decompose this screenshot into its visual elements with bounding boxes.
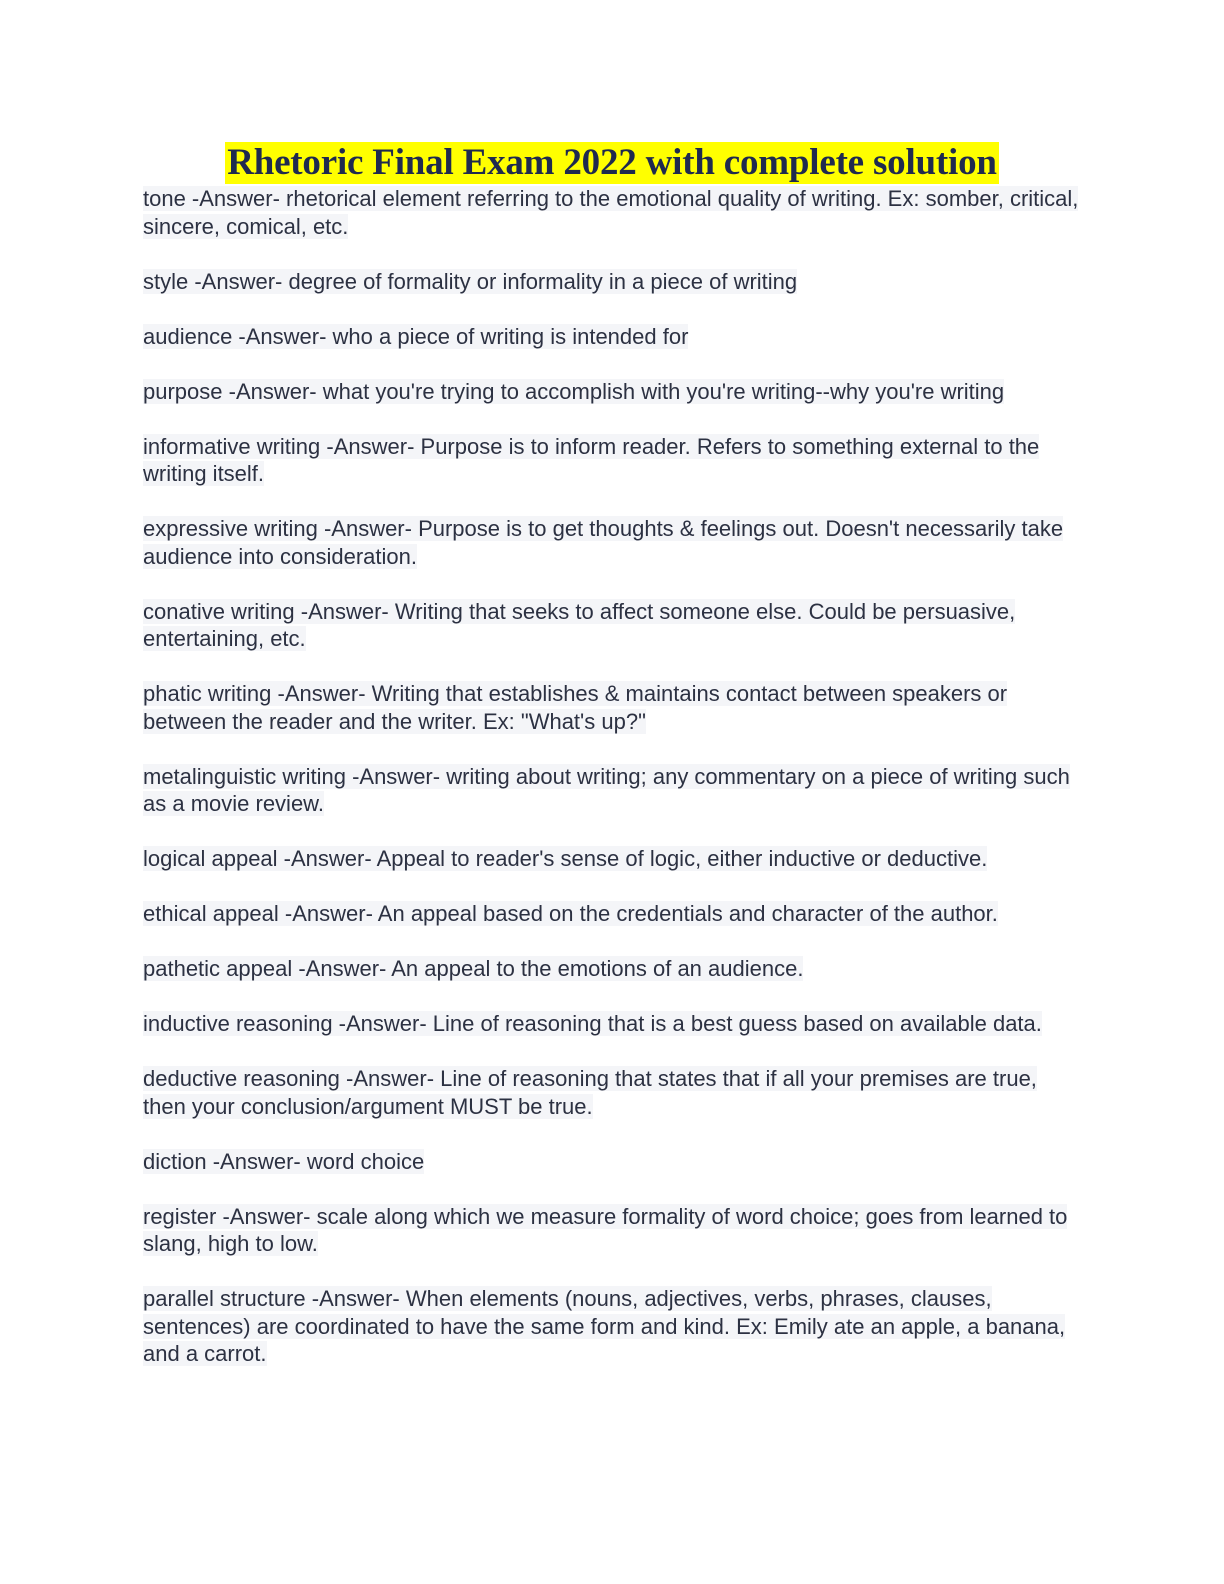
entry-style	[143, 268, 1083, 296]
entry-diction	[143, 1148, 1083, 1176]
entry-text: expressive writing -Answer- Purpose is to get thoughts & feelings out. Doesn't necessarily take audience into consideration.	[143, 516, 1064, 569]
entry-audience	[143, 323, 1083, 351]
entry-text: logical appeal -Answer- Appeal to reader's sense of logic, either inductive or deductive.	[143, 846, 988, 871]
entry-list	[143, 185, 1083, 1368]
entry-metalinguistic-writing	[143, 763, 1083, 818]
entry-logical-appeal	[143, 845, 1083, 873]
entry-text: ethical appeal -Answer- An appeal based on the credentials and character of the author.	[143, 901, 998, 926]
entry-tone	[143, 185, 1083, 240]
entry-purpose	[143, 378, 1083, 406]
entry-text: phatic writing -Answer- Writing that establishes & maintains contact between speakers or between the reader and the writer. Ex: "What's up?"	[143, 681, 1008, 734]
entry-text: parallel structure -Answer- When elements (nouns, adjectives, verbs, phrases, clauses, sentences) are coordinated to have the same form and kind. Ex: Emily ate an apple, a banana, and a carrot.	[143, 1286, 1066, 1366]
entry-text: tone -Answer- rhetorical element referring to the emotional quality of writing. Ex: somber, critical, sincere, comical, etc.	[143, 186, 1079, 239]
entry-conative-writing	[143, 598, 1083, 653]
entry-text: metalinguistic writing -Answer- writing about writing; any commentary on a piece of writing such as a movie review.	[143, 763, 1070, 816]
entry-parallel-structure	[143, 1285, 1083, 1368]
entry-ethical-appeal	[143, 900, 1083, 928]
entry-text: audience -Answer- who a piece of writing is intended for	[143, 323, 689, 349]
entry-text: informative writing -Answer- Purpose is to inform reader. Refers to something external to the writing itself.	[143, 433, 1040, 486]
entry-phatic-writing	[143, 680, 1083, 735]
entry-text: deductive reasoning -Answer- Line of reasoning that states that if all your premises are true, then your conclusion/argument MUST be true.	[143, 1066, 1037, 1119]
entry-text: purpose -Answer- what you're trying to accomplish with you're writing--why you're writing	[143, 378, 1005, 404]
entry-text: pathetic appeal -Answer- An appeal to the emotions of an audience.	[143, 956, 804, 981]
entry-pathetic-appeal	[143, 955, 1083, 983]
title-container	[0, 142, 1224, 184]
entry-text: style -Answer- degree of formality or informality in a piece of writing	[143, 268, 798, 294]
entry-informative-writing	[143, 433, 1083, 488]
document-title: Rhetoric Final Exam 2022 with complete solution	[227, 142, 997, 183]
entry-text: inductive reasoning -Answer- Line of reasoning that is a best guess based on available data.	[143, 1011, 1042, 1036]
entry-text: register -Answer- scale along which we measure formality of word choice; goes from learned to slang, high to low.	[143, 1203, 1068, 1256]
entry-inductive-reasoning	[143, 1010, 1083, 1038]
entry-register	[143, 1203, 1083, 1258]
entry-text: conative writing -Answer- Writing that seeks to affect someone else. Could be persuasive, entertaining, etc.	[143, 598, 1016, 651]
entry-expressive-writing	[143, 515, 1083, 570]
entry-text: diction -Answer- word choice	[143, 1148, 425, 1174]
entry-deductive-reasoning	[143, 1065, 1083, 1120]
